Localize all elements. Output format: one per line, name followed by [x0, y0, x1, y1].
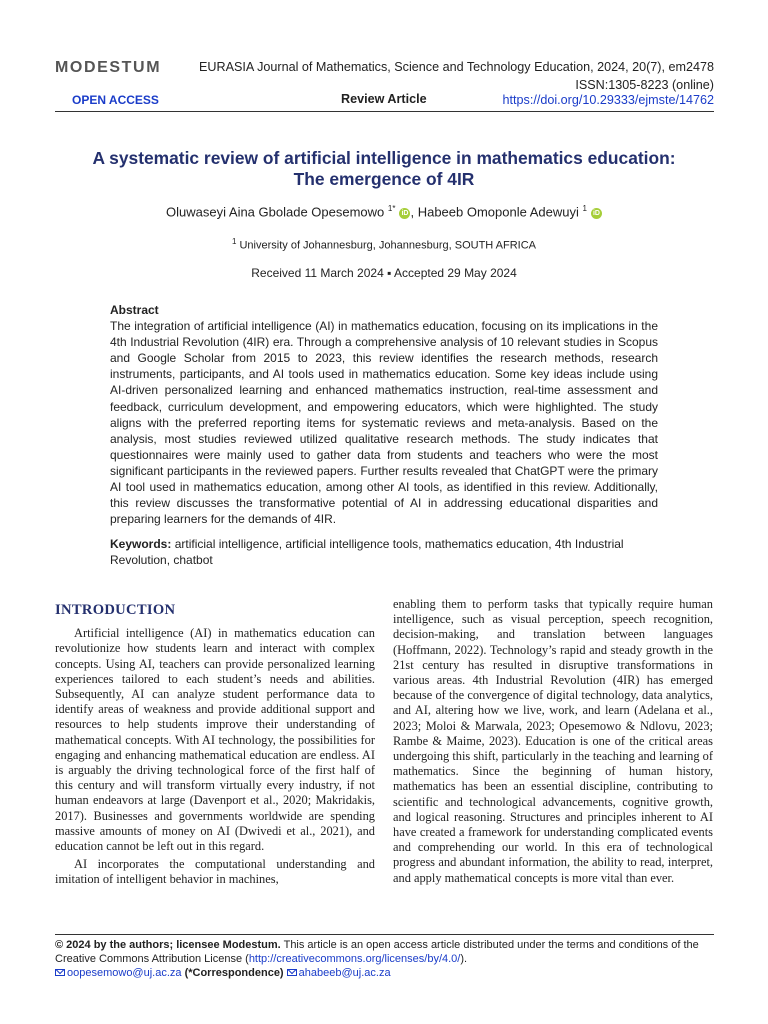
section-heading-introduction: INTRODUCTION [55, 602, 176, 618]
abstract-block [110, 302, 658, 527]
correspondence-label: (*Correspondence) [184, 967, 284, 979]
title-line-2: The emergence of 4IR [293, 169, 475, 189]
footer-divider [55, 934, 714, 935]
body-column-left [55, 603, 375, 891]
affiliation-text: University of Johannesburg, Johannesburg, SOUTH AFRICA [239, 239, 537, 252]
abstract-text: The integration of artificial intelligence (AI) in mathematics education, focusing on its implications in the 4th Industrial Revolution (4IR) era. Through a comprehensive analysis of 10 relevant studies in Scopus and Google Scholar from 2015 to 2023, this review identifies the research methods, research instruments, participants, and AI tools used in mathematics education. Some key ideas include using AI-driven personalized learning and enhanced mathematics instruction, real-time assessment and feedback, curriculum development, and empowering educators, which were highlighted. The study aligns with the preferred reporting items for systematic reviews and meta-analysis. Based on the analysis, most studies reviewed utilized qualitative research methods. The study indicates that questionnaires were mainly used to gather data from students and teachers who were the most significant participants in the reviewed papers. Further results revealed that ChatGPT were the primary AI tool used in mathematics education, among other AI tools, as identified in this review. Additionally, this review discusses the transformative potential of AI in addressing educational disparities and preparing learners for the demands of 4IR. [110, 319, 658, 527]
license-link[interactable]: http://creativecommons.org/licenses/by/4.0/ [248, 953, 461, 965]
author-list [40, 204, 728, 219]
affiliation-mark: 1 [231, 237, 237, 246]
footer-license [55, 938, 715, 980]
mail-icon [287, 969, 297, 976]
email-author-2[interactable]: ahabeeb@uj.ac.za [298, 967, 391, 979]
author-2-name: Habeeb Omoponle Adewuyi [417, 204, 579, 220]
author-separator: , [410, 204, 415, 220]
article-type: Review Article [341, 92, 427, 106]
license-text: This article is an open access article distributed under the terms and conditions of the Creative Commons Attribution License ( [55, 939, 699, 965]
intro-paragraph-2-continued: enabling them to perform tasks that typically require human intelligence, such as visual perception, speech recognition, decision-making, and translation between languages (Hoffmann, 2022). Technology’s rapid and steady growth in the 21st century has resulted in disruptive transformations in various areas. 4th Industrial Revolution (4IR) has emerged because of the convergence of digital technology, data analytics, and AI, altering how we live, work, and learn (Adelana et al., 2023; Moloi & Marwala, 2023; Opesemowo & Ndlovu, 2023; Rambe & Maime, 2023). Education is one of the critical areas undergoing this shift, particularly in the teaching and learning of mathematics. Since the beginning of human history, mathematics has been an essential discipline, contributing to scientific and technological advancements, cognitive growth, and logical reasoning. Structures and principles inherent to AI have created a framework for understanding complicated events and comprehending our world. In this era of technological progress and abundant information, the ability to read, interpret, and apply mathematical concepts is more vital than ever. [393, 597, 713, 885]
keywords-block [110, 536, 658, 568]
orcid-icon[interactable]: iD [401, 210, 409, 218]
header-divider [55, 111, 714, 112]
keywords-text: artificial intelligence, artificial intelligence tools, mathematics education, 4th Industrial Revolution, chatbot [110, 537, 624, 568]
publisher-logo: MODESTUM [55, 59, 162, 76]
orcid-icon[interactable]: iD [592, 210, 600, 218]
issn: ISSN:1305-8223 (online) [575, 78, 714, 92]
journal-citation: EURASIA Journal of Mathematics, Science and Technology Education, 2024, 20(7), em2478 [198, 60, 714, 74]
intro-paragraph-2: AI incorporates the computational understanding and imitation of intelligent behavior in machines, [55, 857, 375, 887]
author-1-affiliation-mark: 1* [387, 204, 396, 213]
article-title [60, 148, 708, 190]
keywords-label: Keywords: [110, 537, 172, 551]
received-accepted-dates: Received 11 March 2024 ▪ Accepted 29 May 2024 [251, 266, 517, 280]
abstract-heading: Abstract [110, 303, 159, 317]
author-2-affiliation-mark: 1 [582, 204, 587, 213]
intro-paragraph-1: Artificial intelligence (AI) in mathematics education can revolutionize how students learn and interact with complex concepts. Using AI, teachers can provide personalized learning experiences tailored to each student’s needs and abilities. Subsequently, AI can analyze student performance data to identify areas of weakness and provide additional support and resources to help students improve their understanding of mathematical concepts. With AI technology, the possibilities for engaging and enhancing mathematical education are endless. AI is arguably the driving technological force of the first half of this century and will transform virtually every industry, if not human endeavors at large (Davenport et al., 2020; Makridakis, 2017). Businesses and governments worldwide are spending massive amounts of money on AI (Dwivedi et al., 2021), and education cannot be left out in this regard. [55, 626, 375, 854]
title-line-1: A systematic review of artificial intelligence in mathematics education: [92, 148, 676, 168]
email-author-1[interactable]: oopesemowo@uj.ac.za [67, 967, 182, 979]
doi-link[interactable]: https://doi.org/10.29333/ejmste/14762 [502, 93, 714, 107]
license-end: ). [460, 953, 468, 965]
open-access-badge: OPEN ACCESS [72, 93, 159, 107]
affiliation [40, 237, 728, 252]
copyright-notice: © 2024 by the authors; licensee Modestum. [55, 939, 281, 951]
author-1-name: Oluwaseyi Aina Gbolade Opesemowo [166, 204, 385, 220]
body-column-right [393, 597, 713, 886]
mail-icon [55, 969, 65, 976]
